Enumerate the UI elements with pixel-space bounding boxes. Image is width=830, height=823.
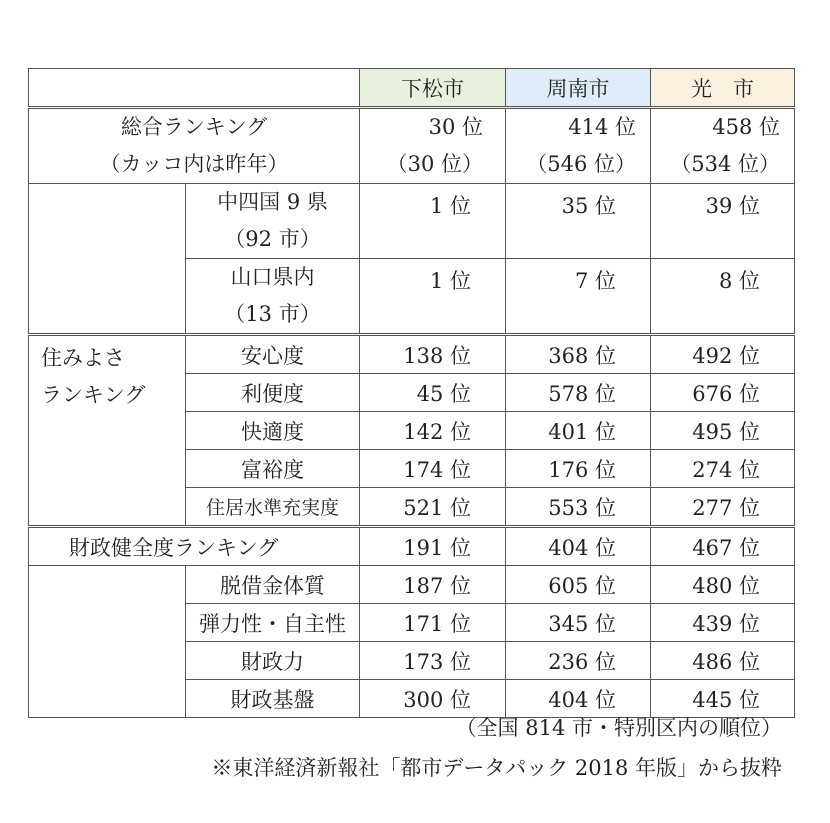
livability-v3: 277 位 [651, 488, 795, 527]
fiscal-sub-v3: 486 位 [651, 642, 795, 680]
livability-v1: 521 位 [360, 488, 506, 527]
overall-kudamatsu [360, 108, 506, 184]
fiscal-sub-v2: 404 位 [506, 680, 651, 718]
livability-label: 安心度 [186, 335, 360, 374]
livability-v2: 553 位 [506, 488, 651, 527]
scope-note: （全国 814 市・特別区内の順位） [455, 716, 782, 740]
sub-label-2: （13 市） [224, 302, 321, 326]
livability-row [29, 335, 795, 374]
livability-label: 住居水準充実度 [186, 488, 360, 527]
livability-label: 快適度 [186, 412, 360, 450]
sub-label-1: 中四国 9 県 [217, 190, 328, 214]
livability-v1: 138 位 [360, 335, 506, 374]
overall-v2: 414 位 [568, 115, 636, 139]
livability-group [29, 335, 186, 527]
fiscal-sub-v1: 173 位 [360, 642, 506, 680]
fiscal-sub-label: 財政基盤 [186, 680, 360, 718]
livability-v2: 578 位 [506, 374, 651, 412]
livability-v3: 492 位 [651, 335, 795, 374]
header-shunan: 周南市 [506, 69, 651, 108]
livability-v3: 274 位 [651, 450, 795, 488]
ranking-table [28, 68, 795, 718]
overall-row [29, 108, 795, 184]
header-blank [29, 69, 360, 108]
overall-p3: （534 位） [670, 152, 780, 176]
header-row [29, 69, 795, 108]
livability-v2: 401 位 [506, 412, 651, 450]
livability-label: 利便度 [186, 374, 360, 412]
overall-shunan [506, 108, 651, 184]
livability-label: 富裕度 [186, 450, 360, 488]
livability-v1: 45 位 [360, 374, 506, 412]
sub-label [186, 259, 360, 335]
overall-p1: （30 位） [386, 152, 483, 176]
header-kudamatsu: 下松市 [360, 69, 506, 108]
fiscal-label: 財政健全度ランキング [29, 527, 360, 566]
source-note: ※東洋経済新報社「都市データパック 2018 年版」から抜粋 [211, 756, 782, 780]
fiscal-sub-v3: 480 位 [651, 566, 795, 604]
fiscal-sub-label: 弾力性・自主性 [186, 604, 360, 642]
fiscal-sub-v1: 300 位 [360, 680, 506, 718]
livability-v2: 176 位 [506, 450, 651, 488]
sub-v1: 1 位 [360, 259, 506, 335]
livability-v1: 142 位 [360, 412, 506, 450]
sub-label-1: 山口県内 [230, 265, 315, 289]
sub-v2: 35 位 [506, 184, 651, 259]
sub-v3: 8 位 [651, 259, 795, 335]
fiscal-sub-v3: 445 位 [651, 680, 795, 718]
fiscal-sub-blank [29, 566, 186, 718]
sub-label [186, 184, 360, 259]
livability-v3: 495 位 [651, 412, 795, 450]
overall-sub-row [29, 184, 795, 259]
sub-label-2: （92 市） [224, 227, 321, 251]
sub-v2: 7 位 [506, 259, 651, 335]
header-hikari: 光 市 [651, 69, 795, 108]
fiscal-sub-row [29, 566, 795, 604]
livability-v3: 676 位 [651, 374, 795, 412]
fiscal-v2: 404 位 [506, 527, 651, 566]
livability-v2: 368 位 [506, 335, 651, 374]
fiscal-sub-v2: 605 位 [506, 566, 651, 604]
fiscal-v1: 191 位 [360, 527, 506, 566]
fiscal-sub-label: 財政力 [186, 642, 360, 680]
sub-v3: 39 位 [651, 184, 795, 259]
livability-group-1: 住みよさ [41, 346, 125, 370]
overall-p2: （546 位） [526, 152, 636, 176]
overall-v3: 458 位 [712, 115, 780, 139]
fiscal-sub-label: 脱借金体質 [186, 566, 360, 604]
livability-group-2: ランキング [41, 383, 146, 407]
fiscal-sub-v1: 171 位 [360, 604, 506, 642]
livability-v1: 174 位 [360, 450, 506, 488]
overall-label-1: 総合ランキング [120, 115, 268, 139]
overall-hikari [651, 108, 795, 184]
fiscal-sub-v2: 345 位 [506, 604, 651, 642]
fiscal-row [29, 527, 795, 566]
fiscal-v3: 467 位 [651, 527, 795, 566]
sub-v1: 1 位 [360, 184, 506, 259]
overall-label [29, 108, 360, 184]
fiscal-sub-v2: 236 位 [506, 642, 651, 680]
overall-v1: 30 位 [428, 115, 483, 139]
fiscal-sub-v3: 439 位 [651, 604, 795, 642]
fiscal-sub-v1: 187 位 [360, 566, 506, 604]
overall-sub-blank [29, 184, 186, 335]
overall-label-2: （カッコ内は昨年） [99, 152, 289, 176]
